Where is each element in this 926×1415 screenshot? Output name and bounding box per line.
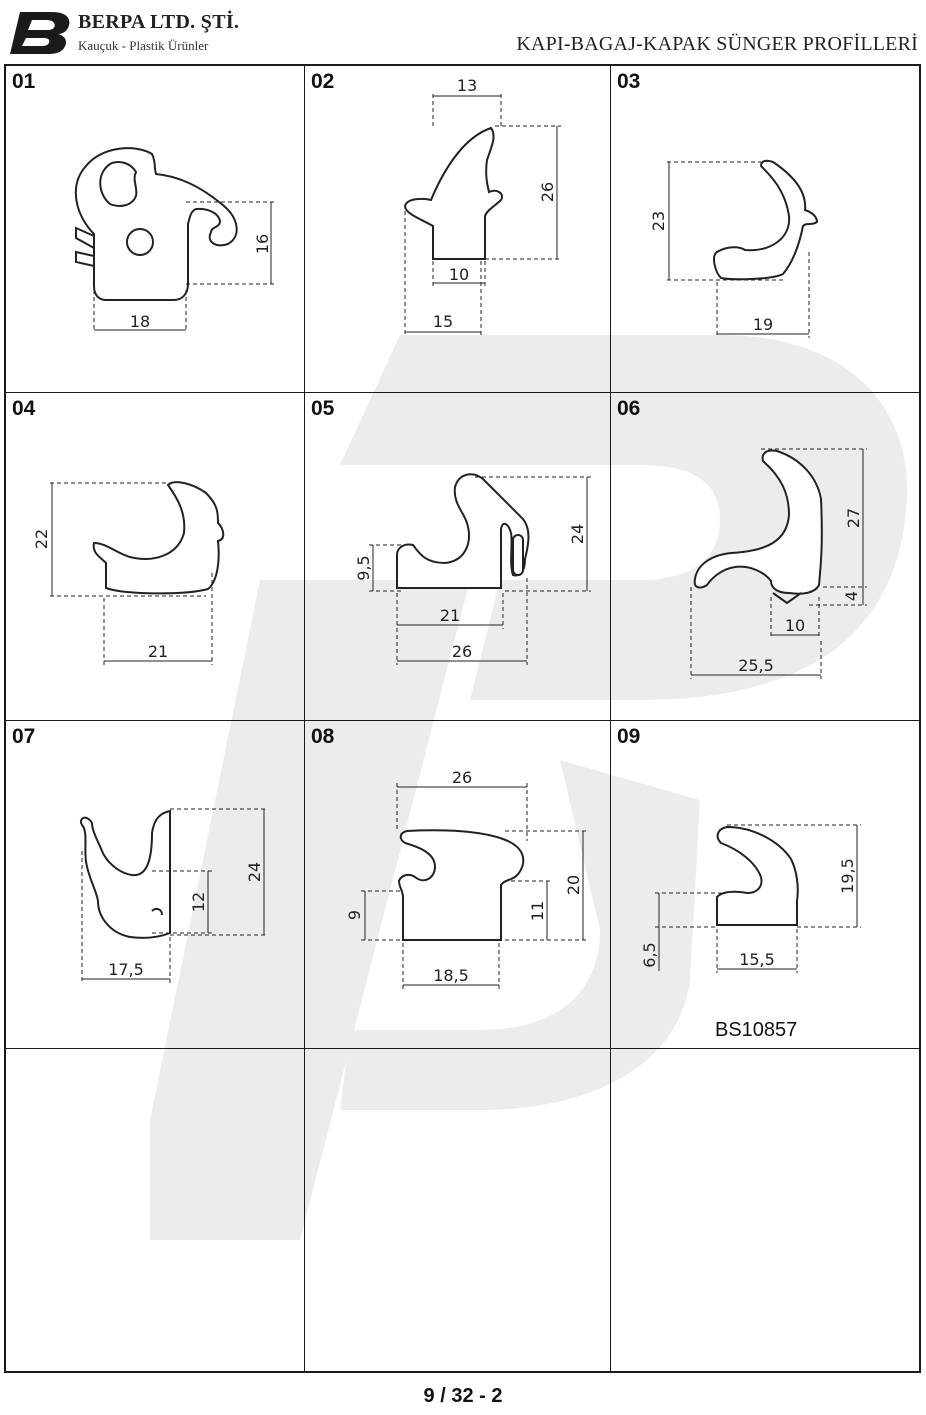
empty-cell	[611, 1049, 919, 1371]
profile-number: 05	[311, 397, 335, 420]
dimension-label: 20	[564, 874, 583, 896]
profile-drawing-01	[6, 66, 305, 393]
profile-number: 07	[12, 725, 36, 748]
profile-code: BS10857	[715, 1019, 798, 1041]
profile-cell-02	[305, 66, 611, 393]
profile-drawing-05	[305, 393, 611, 721]
profile-number: 09	[617, 725, 641, 748]
dimension-label: 9,5	[354, 555, 373, 581]
dimension-label: 18,5	[433, 966, 469, 985]
profile-drawing-02	[305, 66, 611, 393]
dimension-label: 21	[439, 606, 461, 625]
dimension-label: 12	[189, 891, 208, 913]
profile-cell-07	[6, 721, 305, 1049]
dimension-label: 26	[538, 181, 557, 203]
profile-cell-03	[611, 66, 919, 393]
profile-cell-06	[611, 393, 919, 721]
profile-number: 08	[311, 725, 335, 748]
brand-name: BERPA LTD. ŞTİ.	[78, 11, 240, 33]
profile-number: 06	[617, 397, 641, 420]
empty-cell	[6, 1049, 305, 1371]
dimension-label: 4	[842, 590, 861, 602]
profile-drawing-03	[611, 66, 919, 393]
page-header	[0, 0, 926, 64]
profile-number: 04	[12, 397, 36, 420]
dimension-label: 25,5	[738, 656, 774, 675]
profile-number: 01	[12, 70, 36, 93]
profile-cell-05	[305, 393, 611, 721]
profile-drawing-04	[6, 393, 305, 721]
brand-subtitle: Kauçuk - Plastik Ürünler	[78, 38, 209, 53]
dimension-label: 27	[844, 507, 863, 529]
empty-cell	[305, 1049, 611, 1371]
dimension-label: 26	[451, 768, 473, 787]
dimension-label: 24	[245, 861, 264, 883]
dimension-label: 26	[451, 642, 473, 661]
dimension-label: 21	[147, 642, 169, 661]
profile-number: 02	[311, 70, 335, 93]
dimension-label: 15,5	[739, 950, 775, 969]
profile-drawing-07	[6, 721, 305, 1049]
dimension-label: 22	[32, 528, 51, 550]
dimension-label: 18	[129, 312, 151, 331]
profile-drawing-09	[611, 721, 919, 1049]
profile-grid	[4, 64, 921, 1373]
profile-cell-01	[6, 66, 305, 393]
dimension-label: 17,5	[108, 960, 144, 979]
company-logo-icon	[8, 10, 72, 56]
dimension-label: 23	[649, 210, 668, 232]
document-title: KAPI-BAGAJ-KAPAK SÜNGER PROFİLLERİ	[516, 33, 918, 55]
profile-cell-04	[6, 393, 305, 721]
profile-drawing-08	[305, 721, 611, 1049]
page-number: 9 / 32 - 2	[423, 1385, 503, 1407]
dimension-label: 10	[784, 616, 806, 635]
profile-number: 03	[617, 70, 641, 93]
dimension-label: 13	[456, 76, 478, 95]
dimension-label: 15	[432, 312, 454, 331]
dimension-label: 19	[752, 315, 774, 334]
dimension-label: 16	[253, 233, 272, 255]
dimension-label: 6,5	[640, 942, 659, 968]
dimension-label: 19,5	[838, 858, 857, 894]
dimension-label: 10	[448, 265, 470, 284]
dimension-label: 9	[345, 909, 364, 921]
dimension-label: 24	[568, 523, 587, 545]
dimension-label: 11	[528, 900, 547, 922]
profile-drawing-06	[611, 393, 919, 721]
profile-cell-08	[305, 721, 611, 1049]
profile-cell-09	[611, 721, 919, 1049]
